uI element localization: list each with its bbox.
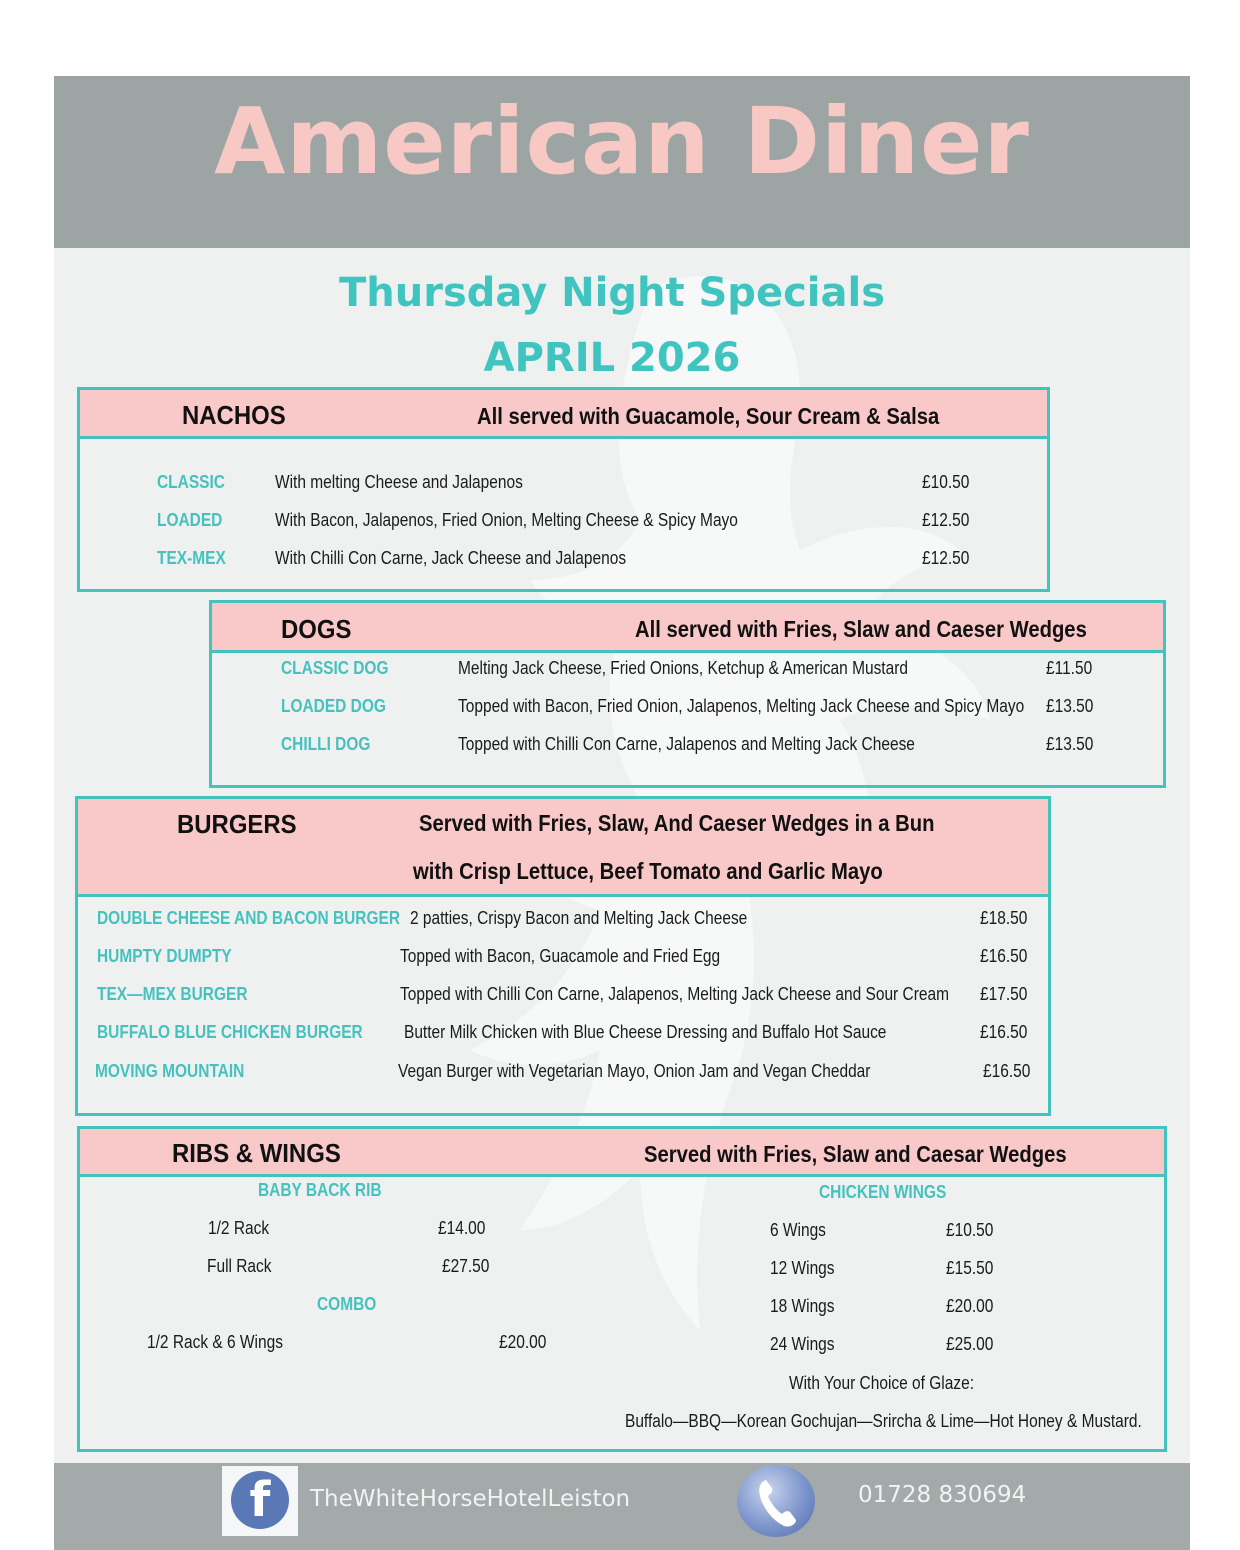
burgers-item-price: £16.50	[980, 1022, 1028, 1042]
wings-item-name: 24 Wings	[770, 1334, 835, 1354]
dogs-item-desc: Melting Jack Cheese, Fried Onions, Ketchup & American Mustard	[458, 658, 908, 678]
nachos-item-price: £12.50	[922, 510, 970, 530]
burgers-item-name: MOVING MOUNTAIN	[95, 1061, 245, 1081]
page-title: American Diner	[214, 88, 1030, 195]
combo-item-price: £20.00	[499, 1332, 547, 1352]
wings-item-name: 12 Wings	[770, 1258, 835, 1278]
burgers-item-price: £17.50	[980, 984, 1028, 1004]
burgers-item-desc: Butter Milk Chicken with Blue Cheese Dressing and Buffalo Hot Sauce	[404, 1022, 887, 1042]
combo-title: COMBO	[317, 1294, 377, 1314]
dogs-item-name: CHILLI DOG	[281, 734, 371, 754]
nachos-note: All served with Guacamole, Sour Cream & Salsa	[477, 403, 940, 429]
phone-number[interactable]: 01728 830694	[858, 1482, 1027, 1508]
glaze-options: Buffalo—BBQ—Korean Gochujan—Srircha & Lime—Hot Honey & Mustard.	[625, 1411, 1142, 1431]
nachos-item-name: LOADED	[157, 510, 223, 530]
rib-item-name: 1/2 Rack	[208, 1218, 270, 1238]
burgers-item-name: BUFFALO BLUE CHICKEN BURGER	[97, 1022, 363, 1042]
nachos-item-name: CLASSIC	[157, 472, 225, 492]
facebook-glyph: f	[249, 1472, 271, 1528]
burgers-item-desc: Topped with Chilli Con Carne, Jalapenos, Melting Jack Cheese and Sour Cream	[400, 984, 949, 1004]
nachos-item-desc: With Bacon, Jalapenos, Fried Onion, Melting Cheese & Spicy Mayo	[275, 510, 738, 530]
rib-item-price: £27.50	[442, 1256, 490, 1276]
nachos-title: NACHOS	[182, 400, 286, 430]
dogs-item-name: LOADED DOG	[281, 696, 386, 716]
dogs-item-name: CLASSIC DOG	[281, 658, 389, 678]
wings-item-price: £15.50	[946, 1258, 994, 1278]
burgers-item-price: £16.50	[983, 1061, 1031, 1081]
burgers-item-desc: Topped with Bacon, Guacamole and Fried Egg	[400, 946, 721, 966]
subtitle-specials: Thursday Night Specials	[338, 270, 885, 316]
burgers-item-name: TEX—MEX BURGER	[97, 984, 248, 1004]
dogs-item-desc: Topped with Chilli Con Carne, Jalapenos and Melting Jack Cheese	[458, 734, 915, 754]
nachos-item-desc: With Chilli Con Carne, Jack Cheese and Jalapenos	[275, 548, 627, 568]
burgers-item-price: £16.50	[980, 946, 1028, 966]
dogs-item-price: £13.50	[1046, 696, 1094, 716]
burgers-item-price: £18.50	[980, 908, 1028, 928]
burgers-note-1: Served with Fries, Slaw, And Caeser Wedges in a Bun	[419, 810, 935, 836]
burgers-note-2: with Crisp Lettuce, Beef Tomato and Garlic Mayo	[413, 858, 883, 884]
ribs-wings-note: Served with Fries, Slaw and Caesar Wedges	[644, 1141, 1067, 1167]
nachos-item-name: TEX-MEX	[157, 548, 226, 568]
nachos-item-price: £10.50	[922, 472, 970, 492]
dogs-item-desc: Topped with Bacon, Fried Onion, Jalapenos, Melting Jack Cheese and Spicy Mayo	[458, 696, 1025, 716]
burgers-item-name: DOUBLE CHEESE AND BACON BURGER	[97, 908, 401, 928]
dogs-note: All served with Fries, Slaw and Caeser Wedges	[635, 616, 1087, 642]
ribs-wings-section	[77, 1126, 1167, 1452]
burgers-item-desc: Vegan Burger with Vegetarian Mayo, Onion Jam and Vegan Cheddar	[398, 1061, 871, 1081]
dogs-title: DOGS	[281, 614, 352, 644]
wings-item-name: 6 Wings	[770, 1220, 826, 1240]
wings-item-price: £20.00	[946, 1296, 994, 1316]
ribs-wings-title: RIBS & WINGS	[172, 1138, 341, 1168]
dogs-item-price: £13.50	[1046, 734, 1094, 754]
burgers-item-name: HUMPTY DUMPTY	[97, 946, 232, 966]
facebook-handle[interactable]: TheWhiteHorseHotelLeiston	[310, 1486, 631, 1512]
chicken-wings-title: CHICKEN WINGS	[819, 1182, 947, 1202]
burgers-item-desc: 2 patties, Crispy Bacon and Melting Jack Cheese	[410, 908, 748, 928]
phone-handset-icon	[752, 1474, 802, 1530]
dogs-item-price: £11.50	[1046, 658, 1093, 678]
baby-back-title: BABY BACK RIB	[258, 1180, 382, 1200]
subtitle-month: APRIL 2026	[483, 335, 741, 381]
wings-item-price: £10.50	[946, 1220, 994, 1240]
rib-item-price: £14.00	[438, 1218, 486, 1238]
wings-item-price: £25.00	[946, 1334, 994, 1354]
burgers-title: BURGERS	[177, 809, 297, 839]
nachos-item-desc: With melting Cheese and Jalapenos	[275, 472, 523, 492]
nachos-item-price: £12.50	[922, 548, 970, 568]
wings-item-name: 18 Wings	[770, 1296, 835, 1316]
combo-item-name: 1/2 Rack & 6 Wings	[147, 1332, 283, 1352]
rib-item-name: Full Rack	[207, 1256, 272, 1276]
glaze-label: With Your Choice of Glaze:	[789, 1373, 975, 1393]
